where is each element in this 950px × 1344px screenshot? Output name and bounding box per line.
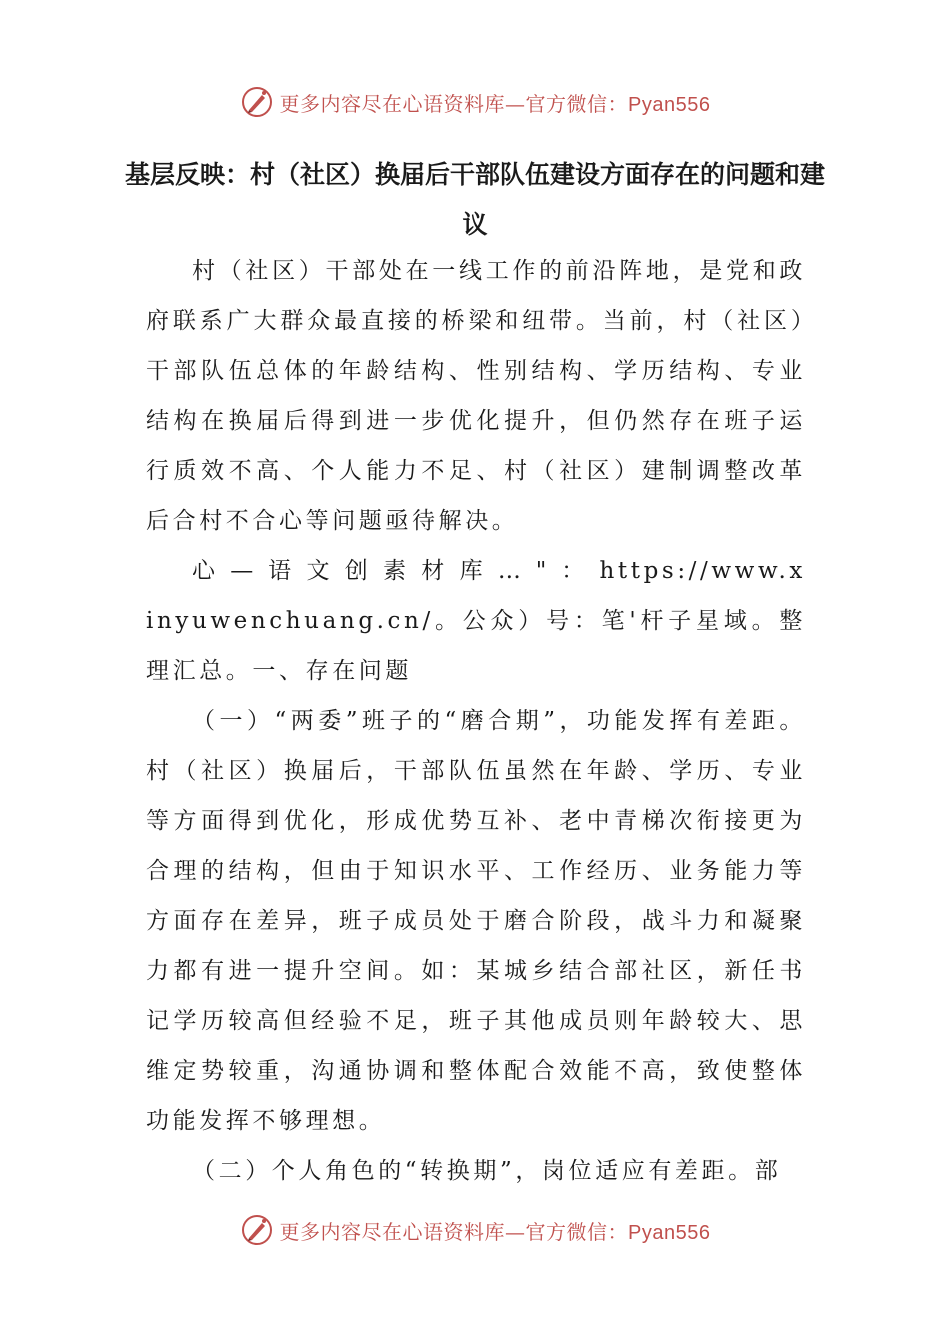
watermark-handle: Pyan556 [628, 1221, 711, 1244]
pen-logo-icon [240, 1213, 274, 1247]
watermark-text: 更多内容尽在心语资料库—官方微信：Pyan556 [279, 91, 711, 116]
paragraph-source-note: 心 — 语 文 创 素 材 库 … " ： https://www.xinyuwenchuang.cn/。公众）号：笔'杆子星域。整理汇总。一、存在问题 [146, 558, 806, 684]
paragraph-intro: 村（社区）干部处在一线工作的前沿阵地，是党和政府联系广大群众最直接的桥梁和纽带。当前，村（社区）干部队伍总体的年龄结构、性别结构、学历结构、专业结构在换届后得到进一步优化提升，但仍然存在班子运行质效不高、个人能力不足、村（社区）建制调整改革后合村不合心等问题亟待解决。 [146, 258, 806, 534]
header-watermark [0, 82, 950, 122]
footer-watermark [0, 1210, 950, 1250]
pen-logo-icon [240, 85, 274, 119]
watermark-handle: Pyan556 [628, 93, 711, 116]
watermark-text: 更多内容尽在心语资料库—官方微信：Pyan556 [279, 1219, 711, 1244]
paragraph-issue-one: （一）“两委”班子的“磨合期”，功能发挥有差距。村（社区）换届后，干部队伍虽然在年龄、学历、专业等方面得到优化，形成优势互补、老中青梯次衔接更为合理的结构，但由于知识水平、工作经历、业务能力等方面存在差异，班子成员处于磨合阶段，战斗力和凝聚力都有进一提升空间。如：某城乡结合部社区，新任书记学历较高但经验不足，班子其他成员则年龄较大、思维定势较重，沟通协调和整体配合效能不高，致使整体功能发挥不够理想。 [146, 708, 806, 1134]
document-title: 基层反映：村（社区）换届后干部队伍建设方面存在的问题和建议 [124, 160, 825, 239]
document-body [146, 246, 806, 1196]
paragraph-issue-two: （二）个人角色的“转换期”，岗位适应有差距。部 [192, 1158, 782, 1184]
